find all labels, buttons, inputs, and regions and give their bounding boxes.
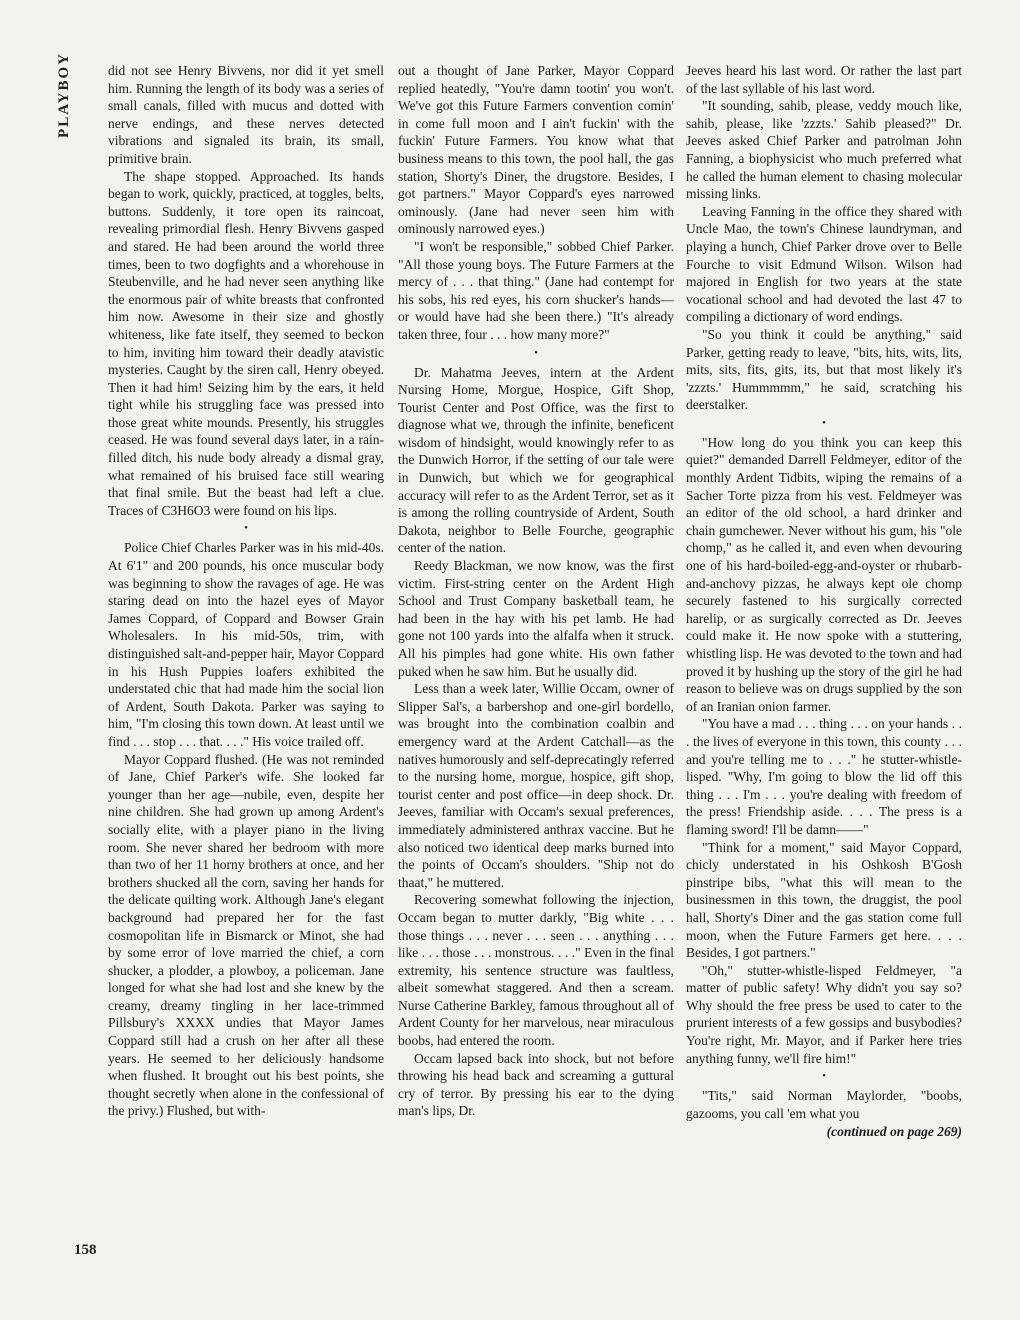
paragraph: "Tits," said Norman Maylorder, "boobs, gazooms, you call 'em what you: [686, 1088, 962, 1121]
column-1: [108, 62, 384, 1120]
paragraph: "So you think it could be anything," said Parker, getting ready to leave, "bits, hits, wits, lits, mits, sits, fits, gits, its, but that most likely it's 'zzzts.' Hummmmm," he said, scratching his deerstalker.: [686, 326, 962, 413]
paragraph: "Oh," stutter-whistle-lisped Feldmeyer, "a matter of public safety! Why didn't you say so? Why should the free press be used to cater to the prurient interests of a few gossips and busybodies? You're right, Mr. Mayor, and if Parker here tries anything funny, we'll fire him!": [686, 962, 962, 1066]
paragraph: Occam lapsed back into shock, but not before throwing his head back and screaming a guttural cry of terror. By pressing his ear to the dying man's lips, Dr.: [398, 1050, 674, 1119]
paragraph: Recovering somewhat following the injection, Occam began to mutter darkly, "Big white . . . those things . . . never . . . seen . . . anything . . . like . . . those . . . monstrous. . . ." Even in the final extremity, his sentence structure was faultless, albeit somewhat staggered. And then a scream. Nurse Catherine Barkley, famous throughout all of Ardent County for her marvelous, near miraculous boobs, had entered the room.: [398, 892, 674, 1049]
paragraph: Dr. Mahatma Jeeves, intern at the Ardent Nursing Home, Morgue, Hospice, Gift Shop, Tourist Center and Post Office, was the first to diagnose what we, through the infinite, beneficent wisdom of hindsight, would knowingly refer to as the Dunwich Horror, if the setting of our tale were in Dunwich, but which we for geographical accuracy will refer to as the Ardent Terror, set as it is among the rolling countryside of Ardent, South Dakota, neighbor to Belle Fourche, geographic center of the nation.: [398, 364, 674, 556]
paragraph: Police Chief Charles Parker was in his mid-40s. At 6'1" and 200 pounds, his once muscular body was beginning to show the ravages of age. He was staring dead on into the hazel eyes of Mayor James Coppard, of Coppard and Bowser Grain Wholesalers. In his mid-50s, trim, with distinguished salt-and-pepper hair, Mayor Coppard in his Hush Puppies loafers exhibited the understated chic that had made him the social lion of Ardent, South Dakota. Parker was saying to him, "I'm closing this town down. At least until we find . . . stop . . . that. . . ." His voice trailed off.: [108, 540, 384, 749]
section-break-bullet: •: [822, 1070, 826, 1083]
paragraph: "It sounding, sahib, please, veddy mouch like, sahib, please, like 'zzzts.' Sahib pleased?" Dr. Jeeves asked Chief Parker and patrolman John Fanning, a biophysicist who much preferred what he called the human element to chasing molecular missing links.: [686, 98, 962, 202]
running-head: PLAYBOY: [56, 52, 72, 138]
paragraph: Reedy Blackman, we now know, was the first victim. First-string center on the Ardent High School and Trust Company basketball team, he had been in the hay with his pet lamb. He had gone not 100 yards into the alfalfa when it struck. All his pimples had gone white. His own father puked when he saw him. But he usually did.: [398, 558, 674, 679]
column-2: [398, 62, 674, 1120]
paragraph: Less than a week later, Willie Occam, owner of Slipper Sal's, a barbershop and one-girl bordello, was brought into the combination coalbin and emergency ward at the Ardent Catchall—as the natives humorously and self-deprecatingly referred to the nursing home, morgue, hospice, gift shop, tourist center and post office—in deep shock. Dr. Jeeves, familiar with Occam's sexual preferences, immediately administered anthrax vaccine. But he also noticed two identical deep marks burned into the points of Occam's shoulders. "Ship not do thaat," he muttered.: [398, 681, 674, 890]
paragraph: Jeeves heard his last word. Or rather the last part of the last syllable of his last word.: [686, 63, 962, 96]
paragraph: "Think for a moment," said Mayor Coppard, chicly understated in his Oshkosh B'Gosh pinstripe bibs, "what this will mean to the businessmen in this town, the druggist, the pool hall, Shorty's Diner and the gas station come full moon, when the Future Farmers get here. . . . Besides, I got partners.": [686, 839, 962, 961]
continued-note: (continued on page 269): [826, 1124, 962, 1140]
paragraph: "I won't be responsible," sobbed Chief Parker. "All those young boys. The Future Farmers at the mercy of . . . that thing." (Jane had contempt for his sobs, his red eyes, his corn shucker's hands—or would have had she been there.) "It's already taken three, four . . . how many more?": [398, 238, 674, 342]
section-break-bullet: •: [822, 416, 826, 429]
paragraph: "You have a mad . . . thing . . . on your hands . . . the lives of everyone in this town, this county . . . and you're telling me to . . ." he stutter-whistle-lisped. "Why, I'm going to blow the lid off this thing . . . I'm . . . you're dealing with freedom of the press! Friendship aside. . . . The press is a flaming sword! I'll be damn——": [686, 716, 962, 837]
column-3: [686, 62, 962, 1141]
page-number: 158: [74, 1242, 97, 1258]
paragraph: did not see Henry Bivvens, nor did it yet smell him. Running the length of its body was a series of small canals, filled with mucus and dotted with nerve endings, and these nerves detected vibrations and signaled its brain, its small, primitive brain.: [108, 63, 384, 166]
paragraph: The shape stopped. Approached. Its hands began to work, quickly, practiced, at toggles, belts, buttons. Suddenly, it tore open its raincoat, revealing primordial flesh. Henry Bivvens gasped and stared. He had been around the world three times, been to two dogfights and a whorehouse in Steubenville, and he had never seen anything like the enormous pair of white breasts that confronted him now. Awesome in their size and ghostly whiteness, like fate itself, they seemed to beckon to him, inviting him toward their deadly atavistic mysteries. Caught by the siren call, Henry obeyed. Then it had him! Seizing him by the ears, it held tight while his struggling face was pressed into those great white mounds. Presently, his struggles ceased. He was found several days later, in a rain-filled ditch, his nude body already a dismal gray, what remained of his bruised face still wearing that final smile. But the beast had left a clue. Traces of C3H6O3 were found on his lips.: [108, 168, 384, 518]
paragraph: out a thought of Jane Parker, Mayor Coppard replied heatedly, "You're damn tootin' you won't. We've got this Future Farmers convention comin' in come full moon and I ain't fuckin' with the fuckin' Future Farmers. You know what that business means to this town, the pool hall, the gas station, Shorty's Diner, the drugstore. Besides, I got partners." Mayor Coppard's eyes narrowed ominously. (Jane had never seen him with ominously narrowed eyes.): [398, 63, 674, 237]
paragraph: Leaving Fanning in the office they shared with Uncle Mao, the town's Chinese laundryman, and playing a hunch, Chief Parker drove over to Belle Fourche to visit Edmund Wilson. Wilson had majored in English for two years at the state vocational school and had devoted the last 47 to compiling a dictionary of word endings.: [686, 203, 962, 325]
paragraph: "How long do you think you can keep this quiet?" demanded Darrell Feldmeyer, editor of the monthly Ardent Tidbits, wiping the remains of a Sacher Torte pizza from his vest. Feldmeyer was an editor of the old school, a hard drinker and chain gumchewer. Never without his gum, his "ole chomp," as he called it, and even when devouring one of his hard-boiled-egg-and-oyster or rhubarb-and-anchovy pizzas, he always kept ole chomp securely fastened to his surgically corrected harelip, or as surgically corrected as Dr. Jeeves could make it. He now spoke with a stuttering, whistling lisp. He was devoted to the town and had proved it by hushing up the story of the girl he had reason to believe was on drugs supplied by the son of an Iranian onion farmer.: [686, 434, 962, 714]
paragraph: Mayor Coppard flushed. (He was not reminded of Jane, Chief Parker's wife. She looked far younger than her age—nubile, even, despite her nine children. She had grown up among Ardent's socially elite, with a player piano in the living room. She never shared her bedroom with more than two of her 11 horny brothers at once, and her brothers shucked all the corn, saving her hands for the delicate quilting work. Although Jane's elegant background had prepared her for the fast cosmopolitan life in Bismarck or Minot, she had by some error of love married the chief, a corn shucker, a plodder, a plowboy, a policeman. Jane longed for what she had lost and she knew by the creamy, dreamy tingling in her lace-trimmed Pillsbury's XXXX undies that Mayor James Coppard still had a crush on her after all these years. He seemed to her deliciously handsome when flushed. It brought out his best points, she thought secretly when alone in the confessional of the privy.) Flushed, but with-: [108, 751, 384, 1119]
section-break-bullet: •: [534, 346, 538, 359]
section-break-bullet: •: [244, 522, 248, 535]
